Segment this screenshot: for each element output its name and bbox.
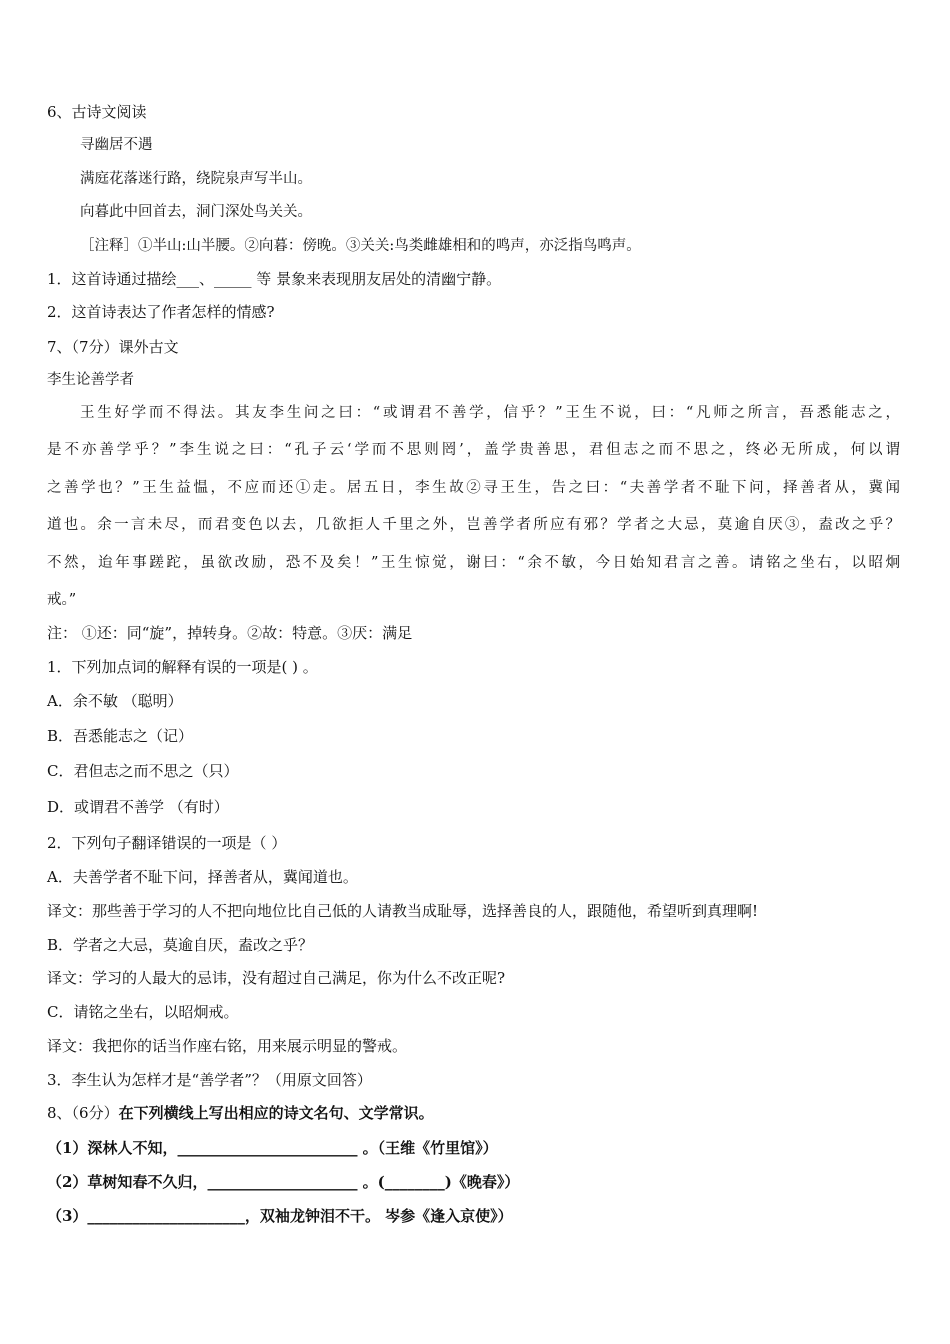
q7-sub3: 3．李生认为怎样才是“善学者”？（用原文回答） <box>47 1071 372 1089</box>
poem-line-1: 满庭花落迷行路，绕院泉声写半山。 <box>80 171 312 187</box>
passage-line: 道也。余一言未尽，而君变色以去，几欲拒人千里之外，岂善学者所应有邪？学者之大忌，莫逾自厌③，盍改之乎？ <box>47 517 900 533</box>
passage-line: 不然，迨年事蹉跎，虽欲改励，恐不及矣！”王生惊觉，谢曰：“余不敏，今日始知君言之善。请铭之坐右，以昭炯 <box>47 555 900 571</box>
q7-sub2-line: 译文：我把你的话当作座右铭，用来展示明显的警戒。 <box>47 1037 408 1055</box>
passage-line: 是不亦善学乎？”李生说之曰：“孔子云‘学而不思则罔’，盖学贵善思，君但志之而不思之，终必无所成，何以谓 <box>47 442 900 458</box>
q6-heading: 6、古诗文阅读 <box>47 103 147 121</box>
poem-note: ［注释］①半山:山半腰。②向暮：傍晚。③关关:鸟类雌雄相和的鸣声，亦泛指鸟鸣声。 <box>80 238 641 254</box>
option-d: D．或谓君不善学 （有时） <box>47 798 229 816</box>
q7-sub1-question: 1．下列加点词的解释有误的一项是( ) 。 <box>47 658 318 676</box>
option-b: B．吾悉能志之（记） <box>47 727 194 745</box>
poem-line-2: 向暮此中回首去，洞门深处鸟关关。 <box>80 204 312 220</box>
q7-sub2-line: 译文：那些善于学习的人不把向地位比自己低的人请教当成耻辱，选择善良的人，跟随他，希望听到真理啊! <box>47 902 759 920</box>
q7-sub2-line: 译文：学习的人最大的忌讳，没有超过自己满足，你为什么不改正呢? <box>47 969 506 987</box>
passage-title: 李生论善学者 <box>47 372 134 388</box>
q8-item: （2）草树知春不久归，____________________ 。(________)《晚春》） <box>47 1173 520 1191</box>
q8-heading <box>47 1102 434 1124</box>
poem-title: 寻幽居不遇 <box>80 137 153 153</box>
q7-sub2-line: A．夫善学者不耻下问，择善者从，冀闻道也。 <box>47 868 358 886</box>
q8-item: （3）_____________________，双袖龙钟泪不干。 岑参《逢入京使》） <box>47 1207 513 1225</box>
q7-sub2-question: 2．下列句子翻译错误的一项是（ ） <box>47 834 287 852</box>
q7-sub2-line: C．请铭之坐右，以昭炯戒。 <box>47 1003 239 1021</box>
option-a: A．余不敏 （聪明） <box>47 692 183 710</box>
passage-line: 王生好学而不得法。其友李生问之曰：“或谓君不善学，信乎？”王生不说，曰：“凡师之所言，吾悉能志之， <box>80 405 900 421</box>
passage-line: 戒。” <box>47 592 77 608</box>
q7-heading: 7、（7分）课外古文 <box>47 338 179 356</box>
passage-line: 之善学也？”王生益愠，不应而还①走。居五日，李生故②寻王生，告之曰：“夫善学者不耻下问，择善者从，冀闻 <box>47 480 900 496</box>
q8-heading-instruction: 在下列横线上写出相应的诗文名句、文学常识。 <box>118 1104 434 1122</box>
option-c: C．君但志之而不思之（只） <box>47 762 239 780</box>
passage-note: 注： ①还：同“旋”，掉转身。②故：特意。③厌：满足 <box>47 624 413 642</box>
q6-sub2: 2．这首诗表达了作者怎样的情感? <box>47 303 275 321</box>
q7-sub2-line: B．学者之大忌，莫逾自厌，盍改之乎？ <box>47 936 314 954</box>
q8-heading-prefix: 8、（6分） <box>47 1104 119 1122</box>
q8-item: （1）深林人不知，________________________ 。（王维《竹里馆》） <box>47 1139 498 1157</box>
q6-sub1: 1．这首诗通过描绘___、_____ 等 景象来表现朋友居处的清幽宁静。 <box>47 270 502 288</box>
